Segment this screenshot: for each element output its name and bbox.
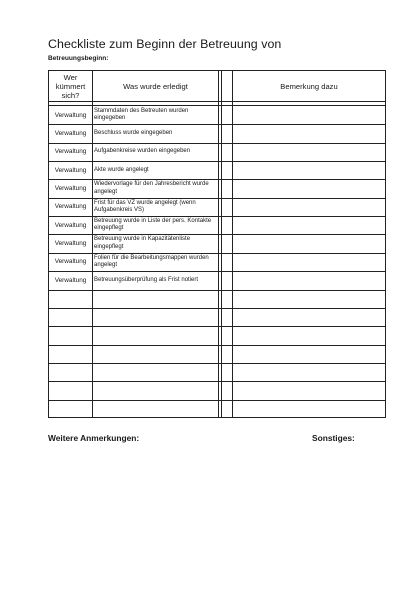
row-task: Folien für die Bearbeitungsmappen wurden angelegt bbox=[94, 254, 209, 268]
row-responsible: Verwaltung bbox=[54, 166, 87, 174]
row-task bbox=[94, 345, 217, 363]
table-row bbox=[49, 400, 385, 418]
row-responsible: Verwaltung bbox=[54, 111, 87, 119]
row-responsible: Verwaltung bbox=[54, 203, 87, 211]
page-title: Checkliste zum Beginn der Betreuung von bbox=[48, 37, 282, 51]
row-task: Betreuung wurde in Kapazitätenliste eingepflegt bbox=[94, 236, 191, 250]
further-remarks-label: Weitere Anmerkungen: bbox=[48, 433, 140, 443]
row-task: Frist für das VZ wurde angelegt (wenn Aufgabenkreis VS) bbox=[94, 199, 196, 213]
table-row bbox=[49, 143, 385, 161]
row-responsible: Verwaltung bbox=[54, 130, 87, 138]
row-responsible: Verwaltung bbox=[54, 185, 87, 193]
column-header-who: Wer kümmert sich? bbox=[55, 72, 86, 100]
column-header-what: Was wurde erledigt bbox=[123, 81, 188, 91]
table-row bbox=[49, 345, 385, 363]
misc-label: Sonstiges: bbox=[312, 433, 355, 443]
row-responsible bbox=[49, 363, 92, 381]
checklist-table bbox=[48, 70, 386, 418]
row-responsible: Verwaltung bbox=[54, 221, 87, 229]
row-responsible: Verwaltung bbox=[54, 276, 87, 284]
row-task: Aufgabenkreise wurden eingegeben bbox=[94, 148, 191, 155]
row-responsible bbox=[49, 345, 92, 363]
row-task: Wiedervorlage für den Jahresbericht wurde angelegt bbox=[94, 181, 209, 195]
table-row bbox=[49, 326, 385, 344]
header-divider bbox=[49, 101, 385, 102]
table-row bbox=[49, 216, 385, 234]
row-task: Stammdaten des Betreuten wurden eingegeben bbox=[94, 107, 189, 122]
row-responsible: Verwaltung bbox=[54, 258, 87, 266]
row-task bbox=[94, 381, 217, 399]
table-row bbox=[49, 253, 385, 271]
row-responsible bbox=[49, 326, 92, 344]
table-row bbox=[49, 363, 385, 381]
table-row bbox=[49, 106, 385, 124]
table-row bbox=[49, 179, 385, 197]
row-task: Betreuungsüberprüfung als Frist notiert bbox=[94, 276, 199, 283]
row-task bbox=[94, 363, 217, 381]
table-row bbox=[49, 161, 385, 179]
row-responsible bbox=[49, 290, 92, 308]
row-responsible: Verwaltung bbox=[54, 240, 87, 248]
row-responsible bbox=[49, 400, 92, 418]
row-task: Akte wurde angelegt bbox=[94, 166, 149, 173]
row-task: Betreuung wurde in Liste der pers. Kontakte eingepflegt bbox=[94, 218, 212, 232]
row-responsible: Verwaltung bbox=[54, 148, 87, 156]
row-task bbox=[94, 308, 217, 326]
column-header-remark: Bemerkung dazu bbox=[280, 81, 338, 91]
table-row bbox=[49, 308, 385, 326]
row-task: Beschluss wurde eingegeben bbox=[94, 129, 173, 136]
row-responsible bbox=[49, 308, 92, 326]
table-row bbox=[49, 381, 385, 399]
table-row bbox=[49, 234, 385, 252]
table-row bbox=[49, 290, 385, 308]
row-task bbox=[94, 400, 217, 418]
table-row bbox=[49, 198, 385, 216]
start-date-label: Betreuungsbeginn: bbox=[48, 55, 109, 62]
table-row bbox=[49, 124, 385, 142]
row-task bbox=[94, 326, 217, 344]
row-task bbox=[94, 290, 217, 308]
table-row bbox=[49, 271, 385, 289]
row-responsible bbox=[49, 381, 92, 399]
